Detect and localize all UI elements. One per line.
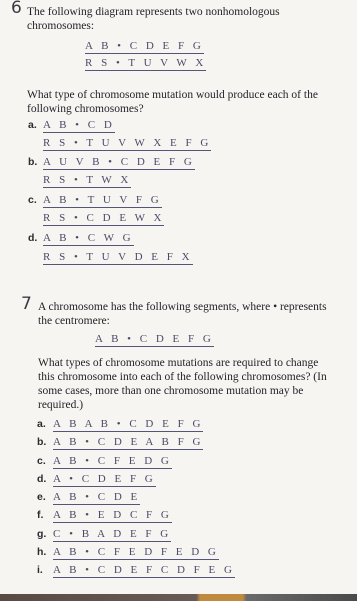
q7-option-i-seq: A B • C D E F C D F E G bbox=[53, 564, 235, 576]
q7-chromosome: A B • C D E F G bbox=[95, 333, 214, 345]
q7-option-d-label: d. bbox=[37, 473, 47, 485]
q6-option-a-line-2: R S • T U V W X E F G bbox=[43, 137, 212, 149]
q7-option-c-label: c. bbox=[37, 455, 46, 467]
q6-option-d-label: d. bbox=[28, 232, 38, 244]
q6-option-a-line-1: A B • C D bbox=[43, 119, 115, 131]
q7-option-c-seq: A B • C F E D G bbox=[53, 455, 172, 467]
q7-option-e-seq: A B • C D E bbox=[53, 491, 141, 503]
question-7-prompt: What types of chromosome mutations are required to change this chromosome into each of the following chromosomes? (In some cases, more than one chromosome mutation may be required.) bbox=[38, 357, 327, 411]
q7-option-h-seq: A B • C F E D F E D G bbox=[53, 546, 219, 558]
q7-option-a-seq: A B A B • C D E F G bbox=[53, 418, 204, 430]
q7-option-h-label: h. bbox=[37, 546, 47, 558]
question-7-number: 7 bbox=[21, 294, 32, 314]
question-6-prompt: What type of chromosome mutation would produce each of the following chromosomes? bbox=[27, 89, 318, 115]
q6-option-b-line-1: A U V B • C D E F G bbox=[43, 156, 195, 168]
question-6-intro: The following diagram represents two nonhomologous chromosomes: bbox=[27, 6, 280, 32]
question-6-number: 6 bbox=[11, 0, 22, 18]
q6-chromosome-1: A B • C D E F G bbox=[85, 40, 204, 52]
q6-option-c-line-2: R S • C D E W X bbox=[43, 212, 165, 224]
q7-option-f-label: f. bbox=[37, 509, 44, 521]
q6-chromosome-2: R S • T U V W X bbox=[85, 57, 207, 69]
q7-option-b-label: b. bbox=[37, 436, 47, 448]
q6-option-a-label: a. bbox=[28, 119, 37, 131]
q7-option-g-label: g. bbox=[37, 528, 47, 540]
page-bottom-edge bbox=[0, 594, 357, 601]
q7-option-i-label: i. bbox=[37, 564, 43, 576]
question-7-intro: A chromosome has the following segments, where • represents the centromere: bbox=[38, 301, 327, 327]
q7-option-a-label: a. bbox=[37, 418, 46, 430]
q7-option-e-label: e. bbox=[37, 491, 46, 503]
q6-option-c-label: c. bbox=[28, 194, 37, 206]
q6-option-d-line-2: R S • T U V D E F X bbox=[43, 251, 193, 263]
q7-option-g-seq: C • B A D E F G bbox=[53, 528, 172, 540]
q7-option-d-seq: A • C D E F G bbox=[53, 473, 156, 485]
q6-option-d-line-1: A B • C W G bbox=[43, 232, 134, 244]
q7-option-f-seq: A B • E D C F G bbox=[53, 509, 172, 521]
q7-option-b-seq: A B • C D E A B F G bbox=[53, 436, 204, 448]
q6-option-b-label: b. bbox=[28, 156, 38, 168]
q6-option-c-line-1: A B • T U V F G bbox=[43, 194, 162, 206]
q6-option-b-line-2: R S • T W X bbox=[43, 174, 132, 186]
